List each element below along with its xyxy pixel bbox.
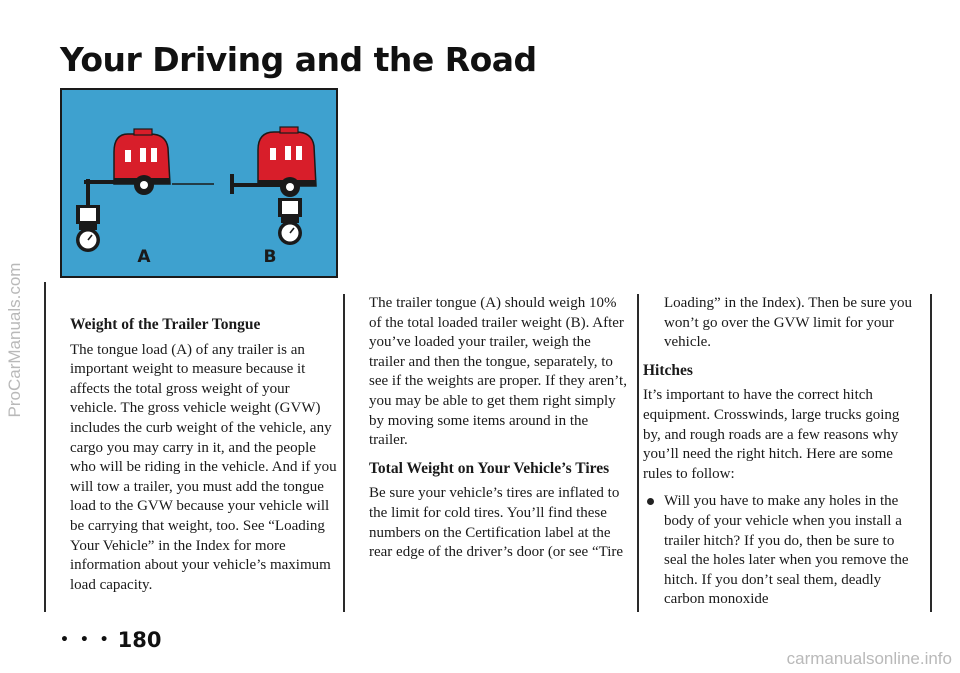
scale-display-b	[282, 201, 298, 214]
trailer-window-b	[270, 148, 276, 160]
hitch-rule-text: Will you have to make any holes in the body of your vehicle when you install a trailer hitch? If you do, then be sure to seal the holes later when you remove the hitch. If you don’t seal them, deadly carbon monoxide	[664, 493, 909, 608]
column-rule-right	[637, 294, 639, 612]
section-heading-tongue-weight: Weight of the Trailer Tongue	[70, 316, 261, 333]
trailer-door-a	[140, 148, 146, 162]
trailer-window-a2	[151, 148, 157, 162]
column-3	[643, 294, 915, 610]
trailer-hub-a	[140, 181, 148, 189]
trailer-window-b2	[296, 146, 302, 160]
side-watermark	[0, 0, 30, 673]
trailer-b	[230, 127, 316, 245]
trailer-hub-b	[286, 183, 294, 191]
page-number-value: 180	[117, 628, 162, 652]
trailer-door-b	[285, 146, 291, 160]
trailer-illustration	[62, 90, 336, 276]
trailer-window-a	[125, 150, 131, 162]
bullet-icon	[647, 498, 654, 505]
trailer-weight-figure	[60, 88, 338, 278]
column-rule-far-right	[930, 294, 932, 612]
trailer-roof-vent-b	[280, 127, 298, 133]
trailer-roof-vent-a	[134, 129, 152, 135]
page-title: Your Driving and the Road	[60, 40, 537, 79]
side-watermark-text: ProCarManuals.com	[5, 262, 24, 418]
trailer-a	[76, 129, 214, 252]
column-1	[70, 315, 338, 603]
tongue-weight-paragraph: The tongue load (A) of any trailer is an important weight to measure because it affects the total gross weight of your vehicle. The gross vehicle weight (GVW) includes the curb weight of the vehicle, any cargo you may carry in it, and the people who will be riding in the vehicle. And if you will tow a trailer, you must add the tongue load to the GVW because your vehicle will be carrying that weight, too. See “Loading Your Vehicle” in the Index for more information about your vehicle’s maximum load capacity.	[70, 341, 337, 593]
section-heading-hitches: Hitches	[643, 361, 693, 379]
gvw-continuation-paragraph: Loading” in the Index). Then be sure you won’t go over the GVW limit for your vehicle.	[664, 295, 912, 351]
column-rule-middle	[343, 294, 345, 612]
tongue-percentage-paragraph: The trailer tongue (A) should weigh 10% of the total loaded trailer weight (B). After you’ve loaded your trailer, weigh the trailer and then the tongue, separately, to see if the weights are proper. If they aren’t, you may be able to get them right simply by moving some items around in the trailer.	[369, 295, 627, 449]
hitches-paragraph: It’s important to have the correct hitch equipment. Crosswinds, large trucks going by, and rough roads are a few reasons why you’ll need the right hitch. Here are some rules to follow:	[643, 387, 900, 482]
section-heading-total-weight: Total Weight on Your Vehicle’s Tires	[369, 459, 610, 477]
figure-label-b: B	[263, 247, 277, 267]
figure-label-a: A	[137, 247, 151, 267]
hitch-rules-list	[643, 492, 915, 610]
tire-inflation-paragraph: Be sure your vehicle’s tires are inflated to the limit for cold tires. You’ll find these numbers on the Certification label at the rear edge of the driver’s door (or see “Tire	[369, 485, 624, 561]
page-number-dots: • • •	[60, 632, 112, 648]
footer-watermark: carmanualsonline.info	[786, 649, 952, 668]
column-2	[369, 294, 627, 571]
page-number	[60, 628, 161, 652]
list-item	[643, 492, 915, 610]
scale-display-a	[80, 208, 96, 221]
column-rule-left	[44, 282, 46, 612]
